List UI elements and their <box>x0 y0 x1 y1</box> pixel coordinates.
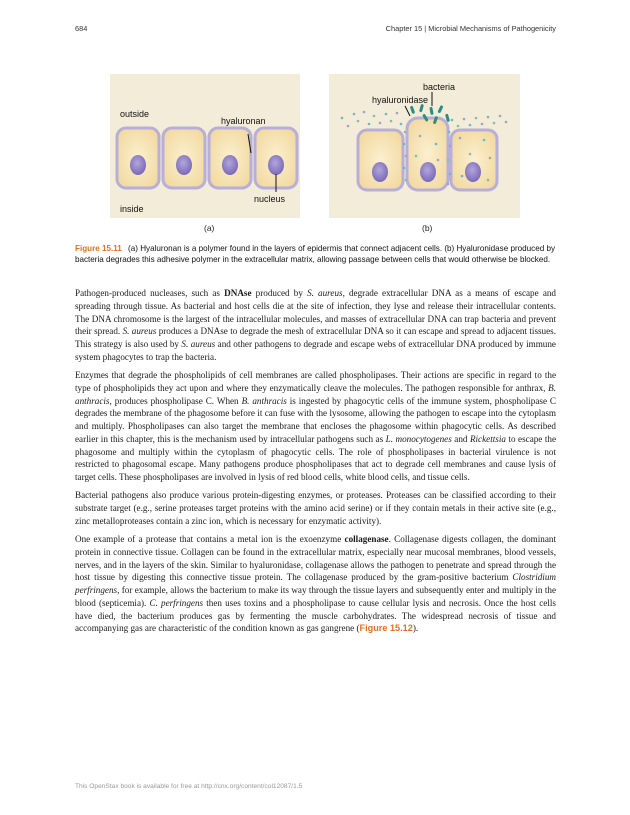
figure-caption <box>75 244 555 265</box>
enzyme-dot <box>481 123 484 126</box>
text-run: and <box>451 433 470 444</box>
enzyme-dot <box>469 153 472 156</box>
cell-nucleus <box>268 155 284 175</box>
enzyme-dot <box>448 131 451 134</box>
species-name: S. aureus <box>181 339 216 349</box>
text-run: to escape the phagosome and multiply within the cytoplasm of phagocytic cells. The role of phospholipases in bacterial virulence is not restricted to phagosomal escape. Many pathogens produce phospholipases that act to degrade cell membranes and cause lysis of target cells. These phospholipases are involved in lysis of red blood cells, white blood cells, and tissue cells. <box>75 433 557 482</box>
cell-nucleus <box>130 155 146 175</box>
caption-text: (a) Hyaluronan is a polymer found in the layers of epidermis that connect adjacent cells. (b) Hyaluronidase produced by bacteria degrades this adhesive polymer in the extracellular matrix, allowing passage between cells that would otherwise be blocked. <box>75 244 555 264</box>
label-hyaluronidase: hyaluronidase <box>372 95 429 105</box>
enzyme-dot <box>403 143 406 146</box>
text-run: One example of a protease that contains a metal ion is the exoenzyme <box>75 534 345 544</box>
enzyme-dot <box>357 120 360 123</box>
species-name: B. anthracis <box>75 382 556 406</box>
panel-a <box>110 74 300 218</box>
enzyme-dot <box>435 143 438 146</box>
enzyme-dot <box>489 157 492 160</box>
page-number: 684 <box>75 24 88 33</box>
enzyme-dot <box>396 112 399 115</box>
text-run: and other pathogens to degrade and escape webs of extracellular DNA produced by immune system phagocytes to trap the bacteria. <box>75 339 556 362</box>
enzyme-dot <box>373 115 376 118</box>
enzyme-dot <box>353 113 356 116</box>
term-collagenase: collagenase <box>344 534 389 544</box>
enzyme-dot <box>451 119 454 122</box>
enzyme-dot <box>457 125 460 128</box>
enzyme-dot <box>400 123 403 126</box>
enzyme-dot <box>363 111 366 114</box>
label-bacteria: bacteria <box>423 82 456 92</box>
enzyme-dot <box>463 118 466 121</box>
cell-nucleus <box>420 162 436 182</box>
enzyme-dot <box>483 139 486 142</box>
cell-nucleus <box>222 155 238 175</box>
text-run: ). <box>412 623 419 634</box>
text-run: , produces phospholipase C. When <box>109 395 242 406</box>
text-run: , degrade extracellular DNA as a means of escape and spreading through tissue. As bacterial and host cells die at the site of infection, they lyse and release their intracellular contents. The DNA chromosome is the largest of the intracellular molecules, and masses of extracellular DNA can trap bacteria and prevent their spread. <box>75 288 556 337</box>
enzyme-dot <box>447 183 450 186</box>
paragraph-phospholipases <box>75 369 556 484</box>
figure-15-11 <box>110 74 520 234</box>
text-run: then uses toxins and a phospholipase to cause cellular lysis and necrosis. Once the host cells have died, the bacterium produces gas by fermenting the muscle carbohydrates. The widespread necrosis of tissue and accompanying gas are characteristic of the condition known as gas gangrene ( <box>75 597 556 634</box>
paragraph-proteases <box>75 489 556 527</box>
label-hyaluronan: hyaluronan <box>221 116 266 126</box>
enzyme-dot <box>437 159 440 162</box>
enzyme-dot <box>405 155 408 158</box>
enzyme-dot <box>447 159 450 162</box>
text-run: Enzymes that degrade the phospholipids of cell membranes are called phospholipases. Their actions are specific in regard to the type of phospholipids they act upon and where they enzymatically cleave the molecules. The pathogen responsible for anthrax, <box>75 370 556 393</box>
enzyme-dot <box>459 137 462 140</box>
paragraph-nucleases <box>75 287 556 364</box>
cell-nucleus <box>372 162 388 182</box>
enzyme-dot <box>419 135 422 138</box>
text-run: produces a DNAse to degrade the mesh of extracellular DNA so it can escape and spread to adjacent tissues. This strategy is also used by <box>75 326 556 349</box>
species-name: S. aureus <box>307 288 343 298</box>
enzyme-dot <box>469 124 472 127</box>
text-run: Pathogen-produced nucleases, such as <box>75 288 225 298</box>
enzyme-dot <box>368 123 371 126</box>
enzyme-dot <box>487 116 490 119</box>
enzyme-dot <box>461 175 464 178</box>
enzyme-dot <box>404 131 407 134</box>
text-run: is ingested by phagocytic cells of the immune system, phospholipase C degrades the membrane of the phagosome before it can fuse with the lysosome, allowing the pathogen to escape into the cytoplasm and multiply. Phospholipases can also target the membrane that encloses the phagosome within phagocytic cells. As described earlier in this chapter, this is the mechanism used by intracellular pathogens such as <box>75 395 557 444</box>
panel-b-cells <box>358 118 497 190</box>
text-run: Bacterial pathogens also produce various protein-digesting enzymes, or proteases. Proteases can be classified according to their substrate target (e.g., serine proteases target proteins with the amino acid serine) or if they contain metals in their active site (e.g., zinc metalloproteases contain a zinc ion, which is necessary for enzymatic activity). <box>75 490 556 526</box>
species-name: Rickettsia <box>469 433 506 444</box>
label-outside: outside <box>120 109 150 119</box>
enzyme-dot <box>415 155 418 158</box>
species-name: B. anthracis <box>241 395 287 406</box>
label-inside: inside <box>120 204 144 214</box>
enzyme-dot <box>449 145 452 148</box>
panel-b-label: (b) <box>422 223 433 233</box>
text-run: , for example, allows the bacterium to make its way through the tissue layers and subsequently enter and multiply in the blood (septicemia). <box>75 585 556 608</box>
body-text <box>75 287 556 641</box>
footer-text: This OpenStax book is available for free at http://cnx.org/content/col12087/1.5 <box>75 783 303 790</box>
text-run: . Collagenase digests collagen, the dominant protein in connective tissue. Collagen can be found in the extracellular matrix, especially near mucosal membranes, blood vessels, nerves, and in the layers of the skin. Similar to hyaluronidase, collagenase allows the pathogen to penetrate and spread through the host tissue by digesting this connective tissue protein. The collagenase produced by the gram-positive bacterium <box>75 534 557 583</box>
species-name: S. aureus <box>122 326 157 337</box>
paragraph-collagenase <box>75 533 556 635</box>
enzyme-dot <box>385 113 388 116</box>
panel-a-label: (a) <box>204 223 215 233</box>
panel-b <box>329 74 520 218</box>
enzyme-dot <box>505 121 508 124</box>
label-nucleus: nucleus <box>254 194 286 204</box>
cell-nucleus <box>465 162 481 182</box>
species-name: C. perfringens <box>149 597 204 608</box>
figure-15-12-link[interactable]: Figure 15.12 <box>359 623 413 634</box>
text-run: produced by <box>251 288 308 298</box>
enzyme-dot <box>341 117 344 120</box>
species-name: Clostridium perfringens <box>75 572 556 595</box>
enzyme-dot <box>493 122 496 125</box>
enzyme-dot <box>347 125 350 128</box>
cell-nucleus <box>176 155 192 175</box>
chapter-header: Chapter 15 | Microbial Mechanisms of Pathogenicity <box>385 24 556 33</box>
enzyme-dot <box>403 167 406 170</box>
species-name: L. monocytogenes <box>385 433 452 444</box>
enzyme-dot <box>449 173 452 176</box>
enzyme-dot <box>405 179 408 182</box>
enzyme-dot <box>475 117 478 120</box>
enzyme-dot <box>379 122 382 125</box>
figure-number: Figure 15.11 <box>75 244 122 253</box>
enzyme-dot <box>390 120 393 123</box>
term-dnase: DNAse <box>224 288 252 298</box>
enzyme-dot <box>487 179 490 182</box>
enzyme-dot <box>499 115 502 118</box>
